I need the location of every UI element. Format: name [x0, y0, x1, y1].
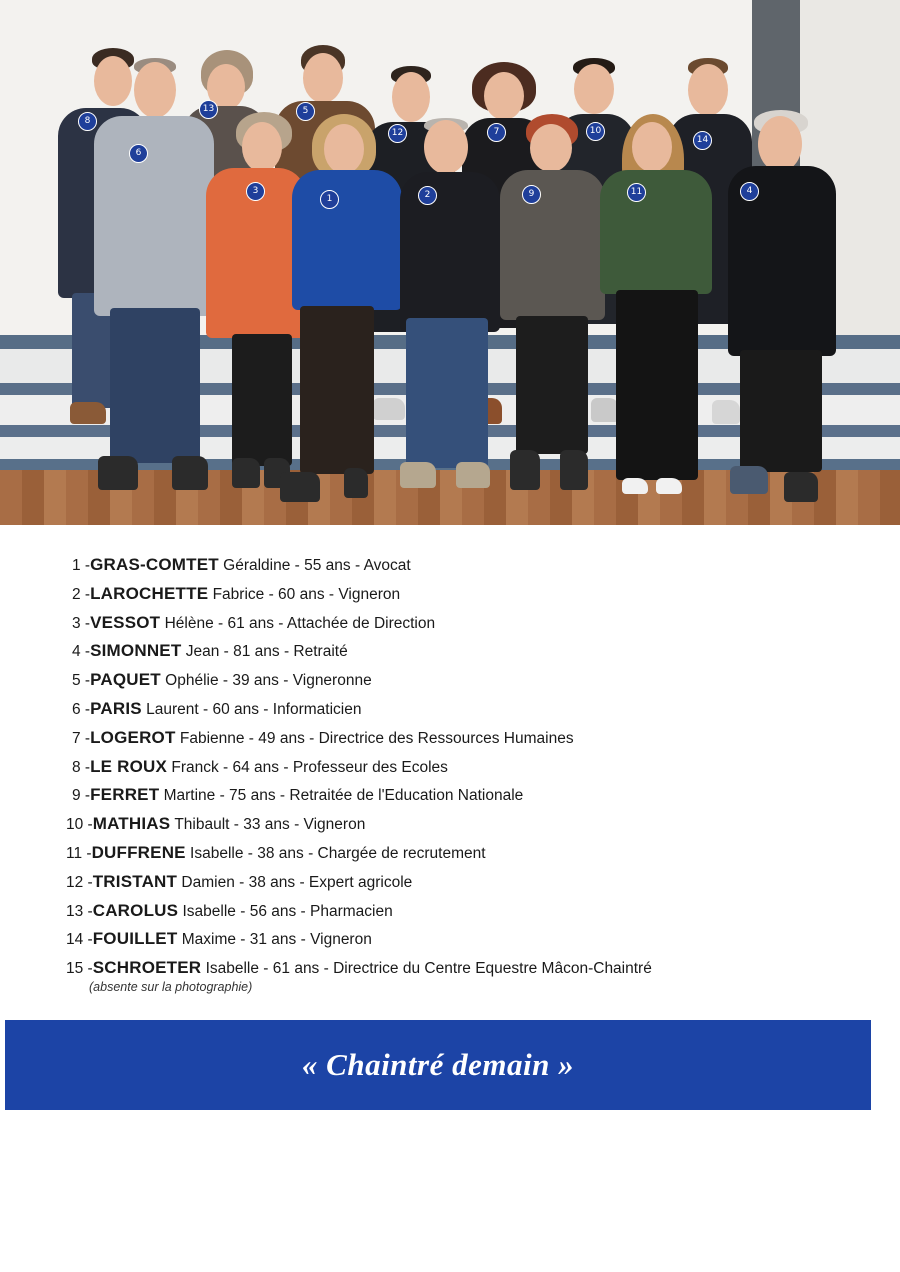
member-details: Martine - 75 ans - Retraitée de l'Education Nationale — [159, 787, 524, 805]
member-details: Isabelle - 61 ans - Directrice du Centre Equestre Mâcon-Chaintré — [201, 960, 652, 978]
member-surname: FOUILLET — [92, 929, 178, 949]
number-marker: 5 — [296, 102, 315, 121]
member-surname: TRISTANT — [92, 871, 178, 891]
number-marker: 7 — [487, 123, 506, 142]
member-surname: GRAS-COMTET — [90, 555, 219, 574]
member-details: Fabienne - 49 ans - Directrice des Ressources Humaines — [175, 729, 574, 747]
member-details: Hélène - 61 ans - Attachée de Direction — [160, 614, 436, 632]
member-surname: PAQUET — [90, 670, 161, 690]
member-details: Damien - 38 ans - Expert agricole — [177, 873, 413, 891]
number-marker: 11 — [627, 183, 646, 202]
member-details: Franck - 64 ans - Professeur des Ecoles — [167, 758, 448, 776]
list-item — [72, 695, 772, 724]
member-number: 9 - — [72, 787, 91, 805]
list-item — [72, 637, 772, 666]
member-surname: LAROCHETTE — [90, 583, 209, 603]
member-details: Maxime - 31 ans - Vigneron — [177, 931, 372, 949]
member-surname: LE ROUX — [90, 756, 168, 776]
member-number: 5 - — [72, 672, 91, 690]
slogan-banner — [5, 1020, 871, 1110]
member-number: 1 - — [72, 557, 91, 574]
list-item — [66, 839, 766, 868]
member-number: 2 - — [72, 585, 91, 603]
list-item — [66, 925, 766, 954]
member-number: 13 - — [66, 902, 93, 920]
member-number: 12 - — [66, 873, 93, 891]
number-marker: 1 — [320, 190, 339, 209]
number-marker: 10 — [586, 122, 605, 141]
member-details: Thibault - 33 ans - Vigneron — [170, 816, 366, 834]
member-surname: PARIS — [90, 698, 142, 718]
person-3 — [206, 112, 306, 492]
member-number: 6 - — [72, 700, 91, 718]
member-number: 10 - — [66, 816, 93, 834]
person-2 — [400, 118, 500, 492]
list-item — [72, 666, 772, 695]
member-surname: FERRET — [90, 785, 160, 805]
member-number: 11 - — [66, 844, 92, 862]
number-marker: 12 — [388, 124, 407, 143]
number-marker: 6 — [129, 144, 148, 163]
member-number: 7 - — [72, 729, 91, 747]
group-photo — [0, 0, 900, 525]
list-item — [72, 781, 772, 810]
member-surname: SIMONNET — [90, 641, 182, 661]
member-surname: CAROLUS — [92, 900, 179, 920]
list-item — [66, 954, 766, 983]
list-item — [66, 868, 766, 897]
member-details: Ophélie - 39 ans - Vigneronne — [160, 672, 372, 690]
person-6 — [94, 58, 214, 492]
member-details: Géraldine - 55 ans - Avocat — [218, 557, 411, 574]
list-item — [72, 609, 772, 638]
number-marker: 4 — [740, 182, 759, 201]
member-surname: DUFFRENE — [91, 842, 186, 862]
member-number: 14 - — [66, 931, 93, 949]
number-marker: 2 — [418, 186, 437, 205]
slogan-text: « Chaintré demain » — [301, 1047, 575, 1082]
member-details: Fabrice - 60 ans - Vigneron — [208, 585, 401, 603]
person-4 — [728, 110, 836, 502]
person-9 — [500, 114, 605, 492]
absent-note: (absente sur la photographie) — [89, 980, 253, 994]
member-number: 3 - — [72, 614, 91, 632]
member-surname: SCHROETER — [92, 958, 202, 978]
number-marker: 13 — [199, 100, 218, 119]
number-marker: 3 — [246, 182, 265, 201]
list-item — [66, 897, 766, 926]
member-details: Isabelle - 38 ans - Chargée de recrutement — [185, 844, 486, 862]
number-marker: 14 — [693, 131, 712, 150]
list-item — [72, 580, 772, 609]
member-surname: MATHIAS — [92, 814, 171, 834]
member-details: Jean - 81 ans - Retraité — [181, 643, 348, 661]
list-item — [72, 551, 772, 580]
person-1 — [292, 114, 402, 506]
member-number: 4 - — [72, 643, 91, 661]
member-number: 15 - — [66, 960, 93, 978]
member-details: Laurent - 60 ans - Informaticien — [141, 700, 362, 718]
member-number: 8 - — [72, 758, 91, 776]
number-marker: 8 — [78, 112, 97, 131]
list-item — [72, 753, 772, 782]
person-11 — [600, 114, 712, 496]
list-item — [72, 724, 772, 753]
member-details: Isabelle - 56 ans - Pharmacien — [178, 902, 393, 920]
list-item — [66, 810, 766, 839]
member-surname: LOGEROT — [90, 727, 176, 747]
number-marker: 9 — [522, 185, 541, 204]
member-list — [62, 551, 762, 983]
member-surname: VESSOT — [90, 612, 161, 632]
